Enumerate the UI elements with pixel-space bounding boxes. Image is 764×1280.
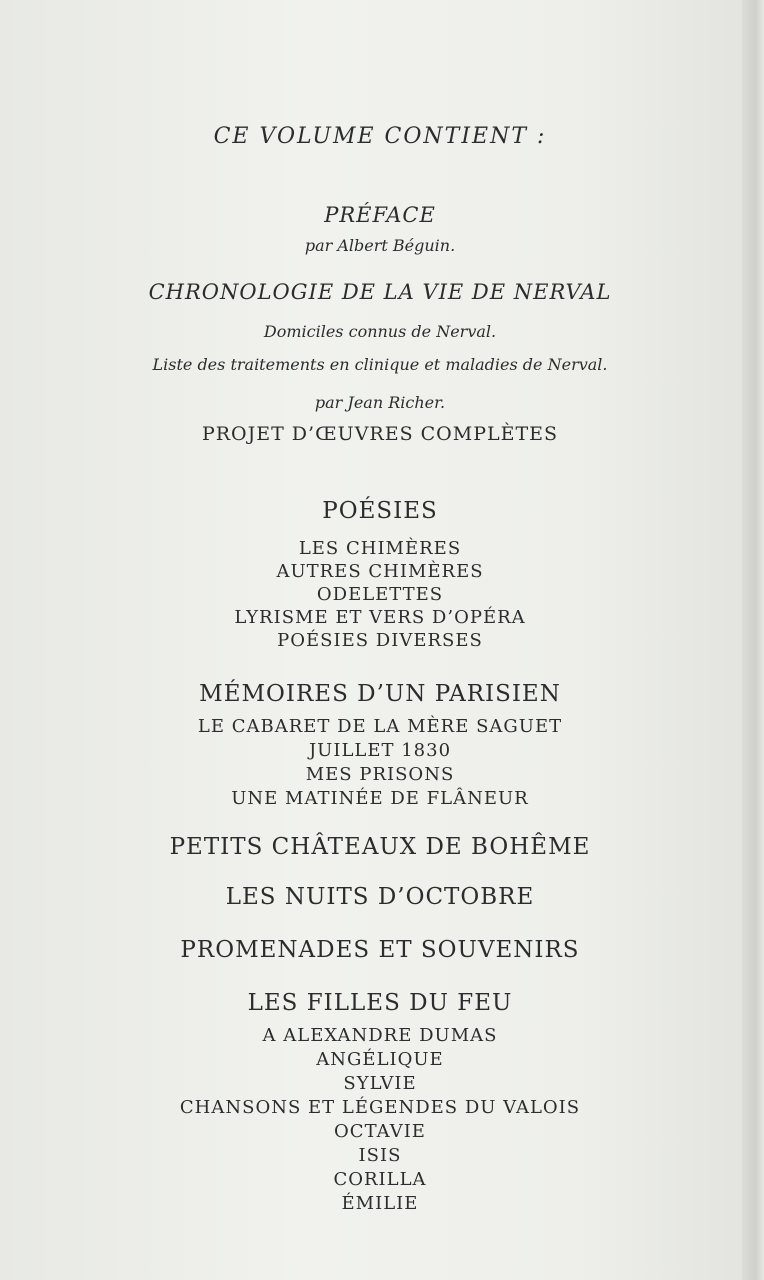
poesies-item: AUTRES CHIMÈRES (276, 561, 484, 582)
nuits-title: LES NUITS D’OCTOBRE (225, 884, 535, 910)
memoires-item: MES PRISONS (305, 764, 455, 785)
chronologie-item: par Jean Richer. (314, 393, 446, 412)
page-edge-shadow (742, 0, 764, 1280)
memoires-item: JUILLET 1830 (308, 740, 452, 761)
filles-title: LES FILLES DU FEU (247, 990, 513, 1016)
filles-item: A ALEXANDRE DUMAS (262, 1025, 498, 1046)
memoires-title: MÉMOIRES D’UN PARISIEN (199, 681, 561, 707)
filles-item: ANGÉLIQUE (316, 1049, 444, 1070)
petits-chateaux-title: PETITS CHÂTEAUX DE BOHÊME (169, 834, 591, 860)
filles-item: ÉMILIE (341, 1193, 419, 1214)
memoires-item: UNE MATINÉE DE FLÂNEUR (231, 788, 529, 809)
memoires-item: LE CABARET DE LA MÈRE SAGUET (197, 716, 563, 737)
filles-item: ISIS (358, 1145, 402, 1166)
chronologie-item: Domiciles connus de Nerval. (263, 322, 497, 341)
filles-item: OCTAVIE (334, 1121, 426, 1142)
filles-item: CORILLA (333, 1169, 427, 1190)
chronologie-title: CHRONOLOGIE DE LA VIE DE NERVAL (148, 280, 612, 304)
projet-title: PROJET D’ŒUVRES COMPLÈTES (201, 423, 559, 445)
preface-title: PRÉFACE (324, 203, 436, 227)
chronologie-item: Liste des traitements en clinique et maladies de Nerval. (152, 355, 608, 374)
filles-item: SYLVIE (343, 1073, 417, 1094)
poesies-title: POÉSIES (322, 498, 438, 524)
preface-author: par Albert Béguin. (304, 236, 456, 255)
promenades-title: PROMENADES ET SOUVENIRS (180, 937, 580, 963)
page-heading: CE VOLUME CONTIENT : (213, 124, 547, 149)
poesies-item: POÉSIES DIVERSES (277, 630, 483, 651)
poesies-item: LES CHIMÈRES (298, 538, 462, 559)
filles-item: CHANSONS ET LÉGENDES DU VALOIS (179, 1097, 581, 1118)
poesies-item: LYRISME ET VERS D’OPÉRA (234, 607, 526, 628)
poesies-item: ODELETTES (316, 584, 444, 605)
